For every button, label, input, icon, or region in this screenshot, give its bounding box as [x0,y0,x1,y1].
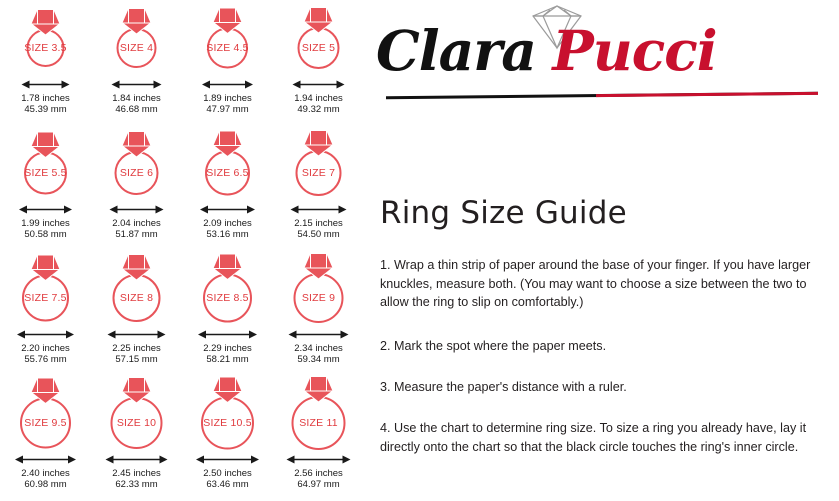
measurement-inches: 2.25 inches [112,343,161,354]
instruction-step-2: 2. Mark the spot where the paper meets. [380,339,607,353]
ring-illustration [182,250,273,328]
ring-measurement [0,91,91,115]
measurement-mm: 59.34 mm [297,354,340,365]
ring-illustration [0,0,91,78]
ring-measurement [182,216,273,240]
measurement-arrow [91,453,182,466]
brand-logo [368,0,839,112]
measurement-inches: 2.09 inches [203,218,252,229]
measurement-arrow [273,78,364,91]
ring-size-cell [0,250,91,375]
ring-size-label: SIZE 4.5 [206,42,249,54]
ring-chart-row [0,125,365,250]
measurement-mm: 50.58 mm [24,229,67,240]
instruction-step-4: 4. Use the chart to determine ring size. To size a ring you already have, lay it directly onto the chart so that the black circle touches the ring's inner circle. [380,421,807,454]
ring-illustration [182,125,273,203]
measurement-inches: 2.45 inches [112,468,161,479]
ring-size-cell [273,125,364,250]
ring-illustration [0,125,91,203]
measurement-inches: 2.50 inches [203,468,252,479]
ring-size-label: SIZE 4 [119,42,154,54]
ring-size-label: SIZE 9.5 [24,417,67,429]
ring-measurement [182,341,273,365]
measurement-arrow [0,203,91,216]
measurement-arrow [182,203,273,216]
measurement-mm: 53.16 mm [206,229,249,240]
ring-size-label: SIZE 8 [119,292,154,304]
ring-size-label: SIZE 6.5 [206,167,249,179]
ring-size-cell [182,0,273,125]
ring-illustration [273,125,364,203]
ring-measurement [182,91,273,115]
ring-measurement [0,216,91,240]
ring-illustration [182,0,273,78]
measurement-inches: 2.04 inches [112,218,161,229]
brand-second-word: Pucci [552,18,717,83]
instruction-step-1: 1. Wrap a thin strip of paper around the base of your finger. If you have larger knuckles, measure both. (You may want to choose a size between the two to allow the ring to slip on comfortably.) [380,258,811,309]
ring-measurement [91,466,182,490]
measurement-mm: 47.97 mm [206,104,249,115]
ring-illustration [91,375,182,453]
measurement-arrow [0,453,91,466]
ring-size-cell [273,0,364,125]
measurement-mm: 58.21 mm [206,354,249,365]
ring-measurement [273,91,364,115]
measurement-inches: 2.34 inches [294,343,343,354]
ring-size-label: SIZE 11 [299,417,338,429]
measurement-mm: 51.87 mm [115,229,158,240]
measurement-arrow [182,78,273,91]
ring-illustration [182,375,273,453]
page-title: Ring Size Guide [380,195,627,231]
ring-measurement [273,341,364,365]
right-column [368,0,839,501]
ring-size-cell [0,125,91,250]
measurement-mm: 55.76 mm [24,354,67,365]
ring-size-chart [0,0,365,501]
ring-chart-row [0,0,365,125]
ring-measurement [273,466,364,490]
measurement-arrow [0,328,91,341]
ring-measurement [273,216,364,240]
measurement-arrow [91,78,182,91]
measurement-mm: 57.15 mm [115,354,158,365]
ring-illustration [0,250,91,328]
ring-size-cell [182,250,273,375]
measurement-arrow [273,328,364,341]
measurement-mm: 49.32 mm [297,104,340,115]
brand-wordmark [376,18,836,98]
measurement-mm: 46.68 mm [115,104,158,115]
measurement-arrow [182,453,273,466]
ring-measurement [91,341,182,365]
ring-illustration [91,250,182,328]
ring-size-label: SIZE 8.5 [206,292,249,304]
instruction-step-3: 3. Measure the paper's distance with a ruler. [380,380,627,394]
ring-size-cell [91,0,182,125]
ring-size-label: SIZE 7 [301,167,336,179]
measurement-inches: 1.94 inches [294,93,343,104]
ring-size-label: SIZE 9 [301,292,336,304]
measurement-arrow [91,328,182,341]
ring-size-cell [91,250,182,375]
measurement-inches: 1.78 inches [21,93,70,104]
measurement-inches: 2.20 inches [21,343,70,354]
ring-size-cell [91,375,182,500]
measurement-mm: 45.39 mm [24,104,67,115]
ring-illustration [91,125,182,203]
ring-size-label: SIZE 3.5 [24,42,67,54]
ring-illustration [91,0,182,78]
ring-size-cell [182,375,273,500]
ring-measurement [0,466,91,490]
ring-chart-row [0,375,365,500]
measurement-inches: 2.40 inches [21,468,70,479]
measurement-inches: 2.56 inches [294,468,343,479]
ring-illustration [273,250,364,328]
measurement-arrow [91,203,182,216]
measurement-mm: 60.98 mm [24,479,67,490]
measurement-inches: 1.84 inches [112,93,161,104]
measurement-mm: 62.33 mm [115,479,158,490]
ring-illustration [273,375,364,453]
ring-chart-row [0,250,365,375]
measurement-arrow [273,453,364,466]
measurement-arrow [0,78,91,91]
ring-size-label: SIZE 10.5 [203,417,252,429]
ring-size-label: SIZE 7.5 [24,292,67,304]
measurement-inches: 1.89 inches [203,93,252,104]
measurement-arrow [182,328,273,341]
measurement-mm: 64.97 mm [297,479,340,490]
ring-size-label: SIZE 6 [119,167,154,179]
ring-size-cell [182,125,273,250]
measurement-mm: 54.50 mm [297,229,340,240]
ring-size-label: SIZE 5.5 [24,167,67,179]
ring-size-label: SIZE 5 [301,42,336,54]
measurement-inches: 2.15 inches [294,218,343,229]
measurement-inches: 1.99 inches [21,218,70,229]
ring-measurement [91,216,182,240]
ring-illustration [0,375,91,453]
ring-size-cell [273,250,364,375]
measurement-mm: 63.46 mm [206,479,249,490]
ring-size-label: SIZE 10 [116,417,157,429]
ring-illustration [273,0,364,78]
measurement-arrow [273,203,364,216]
brand-first-word: Clara [376,18,536,83]
ring-size-cell [273,375,364,500]
ring-measurement [0,341,91,365]
ring-size-cell [0,375,91,500]
ring-measurement [182,466,273,490]
ring-size-cell [91,125,182,250]
measurement-inches: 2.29 inches [203,343,252,354]
ring-measurement [91,91,182,115]
ring-size-cell [0,0,91,125]
